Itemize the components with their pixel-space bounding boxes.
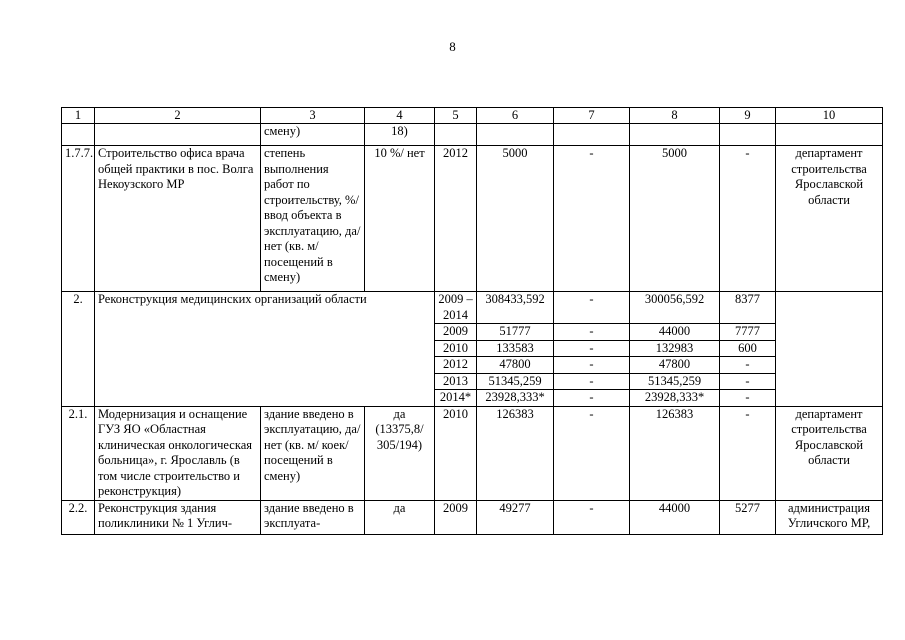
table-row: [62, 292, 883, 324]
local-cell: 600: [720, 340, 776, 357]
regional-cell: 132983: [630, 340, 720, 357]
row-number: 1.7.7.: [62, 146, 95, 292]
indicator-cell: здание введено в эксплуатацию, да/нет (кв. м/ коек/ посещений в смену): [261, 406, 365, 500]
value-cell: да (13375,8/ 305/194): [365, 406, 435, 500]
row-name: Реконструкция здания поликлиники № 1 Углич-: [95, 500, 261, 534]
local-cell: -: [720, 357, 776, 374]
federal-cell: -: [554, 390, 630, 407]
header-cell: 7: [554, 108, 630, 124]
year-cell: 2009: [435, 500, 477, 534]
row-number: 2.2.: [62, 500, 95, 534]
indicator-cell: степень выполнения работ по строительству, %/ ввод объекта в эксплуатацию, да/нет (кв. м/ посещений в смену): [261, 146, 365, 292]
federal-cell: -: [554, 324, 630, 341]
regional-cell: 23928,333*: [630, 390, 720, 407]
regional-cell: 51345,259: [630, 373, 720, 390]
regional-cell: 5000: [630, 146, 720, 292]
local-cell: 8377: [720, 292, 776, 324]
year-cell: 2013: [435, 373, 477, 390]
table-row: [62, 146, 883, 292]
local-cell: -: [720, 373, 776, 390]
regional-cell: 300056,592: [630, 292, 720, 324]
total-cell: 23928,333*: [477, 390, 554, 407]
local-cell: -: [720, 146, 776, 292]
federal-cell: -: [554, 292, 630, 324]
row-name: Строительство офиса врача общей практики в пос. Волга Некоузского МР: [95, 146, 261, 292]
total-cell: 51777: [477, 324, 554, 341]
executor-cell: департамент строительства Ярославской области: [776, 406, 883, 500]
indicator-cell: смену): [261, 124, 365, 146]
header-cell: 8: [630, 108, 720, 124]
total-cell: 5000: [477, 146, 554, 292]
federal-cell: -: [554, 146, 630, 292]
federal-cell: -: [554, 406, 630, 500]
regional-cell: 47800: [630, 357, 720, 374]
executor-cell: [776, 292, 883, 407]
local-cell: -: [720, 406, 776, 500]
row-name: Реконструкция медицинских организаций области: [95, 292, 435, 407]
local-cell: 7777: [720, 324, 776, 341]
row-name: Модернизация и оснащение ГУЗ ЯО «Областная клиническая онкологическая больница», г. Ярославль (в том числе строительство и реконструкция): [95, 406, 261, 500]
executor-cell: департамент строительства Ярославской области: [776, 146, 883, 292]
header-cell: 1: [62, 108, 95, 124]
total-cell: 133583: [477, 340, 554, 357]
total-cell: 126383: [477, 406, 554, 500]
header-row: [62, 108, 883, 124]
year-cell: 2012: [435, 357, 477, 374]
value-cell: да: [365, 500, 435, 534]
year-cell: 2010: [435, 340, 477, 357]
federal-cell: -: [554, 357, 630, 374]
total-cell: 47800: [477, 357, 554, 374]
year-cell: 2009: [435, 324, 477, 341]
federal-cell: -: [554, 340, 630, 357]
header-cell: 5: [435, 108, 477, 124]
program-table: [61, 107, 883, 535]
federal-cell: -: [554, 373, 630, 390]
page-number: 8: [449, 39, 456, 54]
indicator-cell: здание введено в эксплуата-: [261, 500, 365, 534]
year-cell: 2009 – 2014: [435, 292, 477, 324]
local-cell: 5277: [720, 500, 776, 534]
year-cell: 2014*: [435, 390, 477, 407]
table-row: [62, 500, 883, 534]
value-cell: 18): [365, 124, 435, 146]
header-cell: 10: [776, 108, 883, 124]
header-cell: 4: [365, 108, 435, 124]
header-cell: 2: [95, 108, 261, 124]
header-cell: 3: [261, 108, 365, 124]
total-cell: 49277: [477, 500, 554, 534]
regional-cell: 44000: [630, 324, 720, 341]
local-cell: -: [720, 390, 776, 407]
value-cell: 10 %/ нет: [365, 146, 435, 292]
regional-cell: 44000: [630, 500, 720, 534]
row-number: 2.: [62, 292, 95, 407]
row-number: 2.1.: [62, 406, 95, 500]
regional-cell: 126383: [630, 406, 720, 500]
table-row: [62, 406, 883, 500]
year-cell: 2012: [435, 146, 477, 292]
continuation-row: [62, 124, 883, 146]
total-cell: 51345,259: [477, 373, 554, 390]
executor-cell: администрация Угличского МР,: [776, 500, 883, 534]
federal-cell: -: [554, 500, 630, 534]
header-cell: 6: [477, 108, 554, 124]
header-cell: 9: [720, 108, 776, 124]
year-cell: 2010: [435, 406, 477, 500]
total-cell: 308433,592: [477, 292, 554, 324]
